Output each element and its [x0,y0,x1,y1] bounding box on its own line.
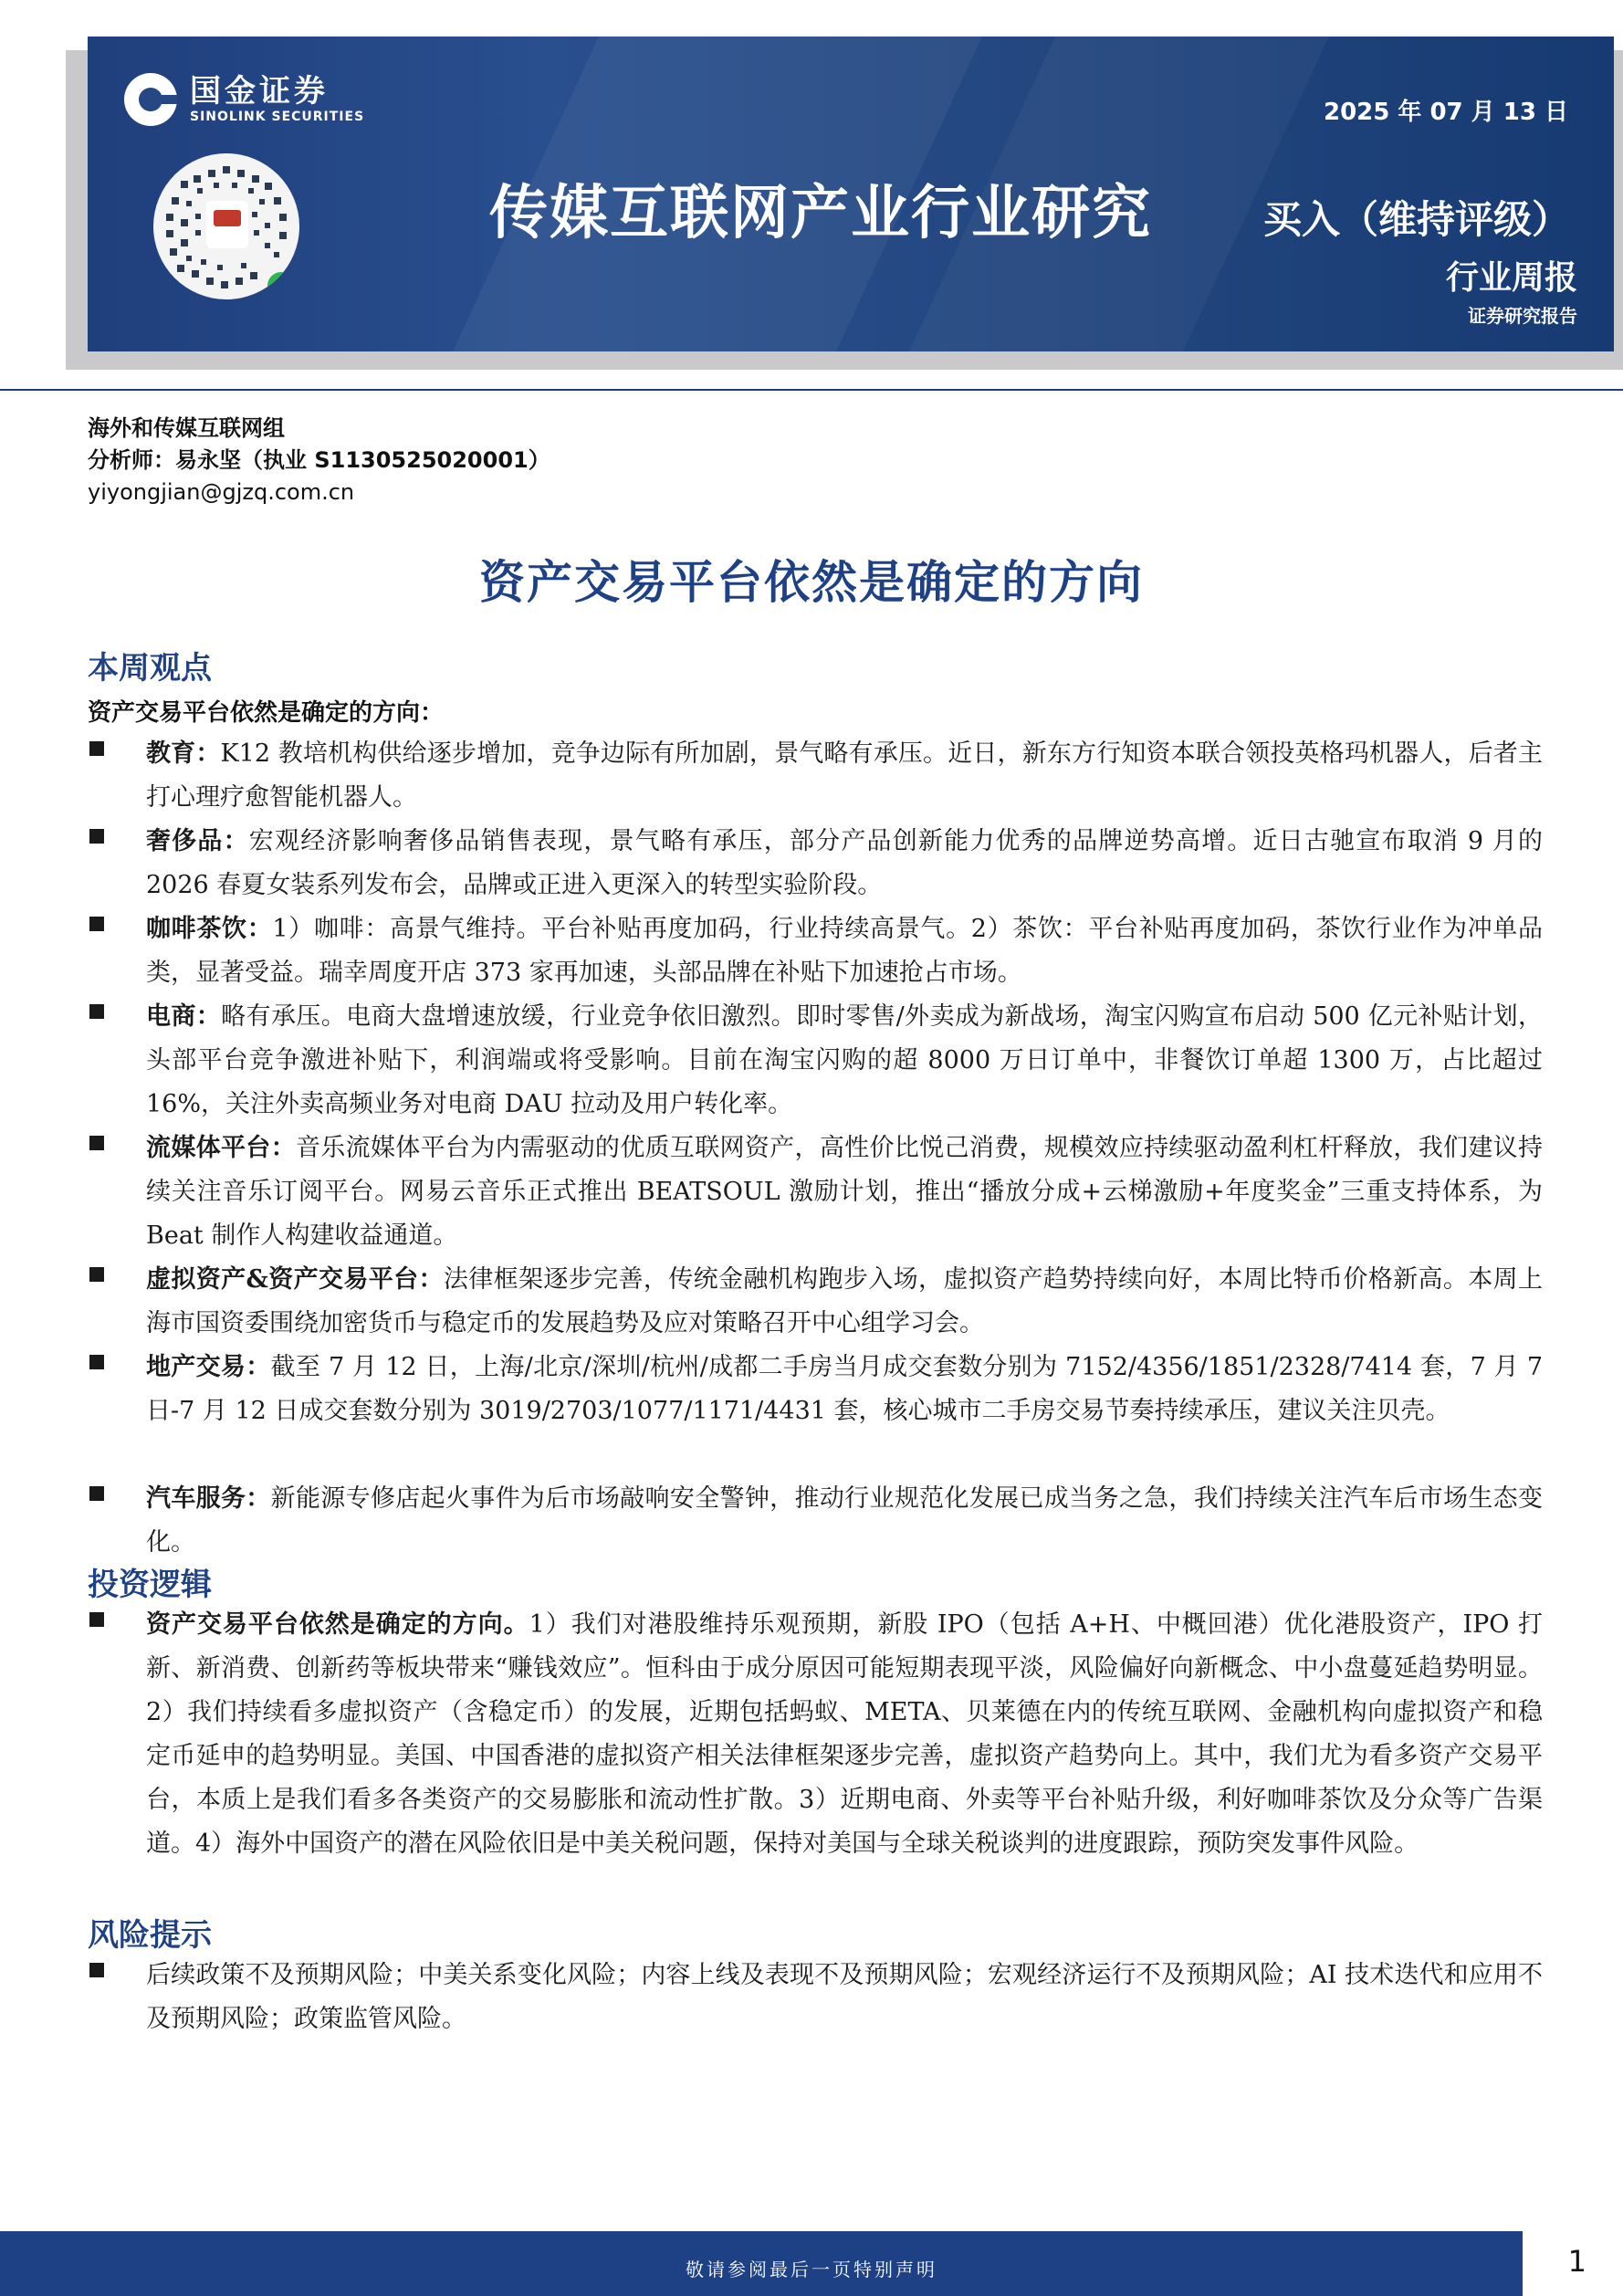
section-heading-investment-logic: 投资逻辑 [88,1567,212,1603]
header-banner [88,37,1614,351]
weekly-view-subhead: 资产交易平台依然是确定的方向： [88,699,445,727]
industry-title: 传媒互联网产业行业研究 [489,180,1152,247]
brand-name-en: SINOLINK SECURITIES [190,110,365,124]
item-text: 略有承压。电商大盘增速放缓，行业竞争依旧激烈。即时零售/外卖成为新战场，淘宝闪购宣布启动 500 亿元补贴计划，头部平台竞争激进补贴下，利润端或将受影响。目前在淘宝闪购的超 8000 万日订单中，非餐饮订单超 1300 万，占比超过 16%，关注外卖高频业务对电商 DAU 拉动及用户转化率。 [146,1002,1544,1118]
bullet-square-icon [89,1486,104,1501]
mini-program-icon [267,272,295,299]
bullet-square-icon [89,1136,104,1150]
section-heading-weekly-view: 本周观点 [88,650,212,687]
document-title: 资产交易平台依然是确定的方向 [479,556,1144,609]
item-label: 教育： [146,739,221,768]
item-text: 1）我们对港股维持乐观预期，新股 IPO（包括 A+H、中概回港）优化港股资产，IPO 打新、新消费、创新药等板块带来“赚钱效应”。恒科由于成分原因可能短期表现平淡，风险偏好向新概念、中小盘蔓延趋势明显。2）我们持续看多虚拟资产（含稳定币）的发展，近期包括蚂蚁、META、贝莱德在内的传统互联网、金融机构向虚拟资产和稳定币延申的趋势明显。美国、中国香港的虚拟资产相关法律框架逐步完善，虚拟资产趋势向上。其中，我们尤为看多资产交易平台，本质上是我们看多各类资产的交易膨胀和流动性扩散。3）近期电商、外卖等平台补贴升级，利好咖啡茶饮及分众等广告渠道。4）海外中国资产的潜在风险依旧是中美关税问题，保持对美国与全球关税谈判的进度跟踪，预防突发事件风险。 [146,1610,1544,1858]
bullet-square-icon [89,1267,104,1282]
brand-name-cn: 国金证券 [190,73,329,110]
bullet-square-icon [89,829,104,844]
footer-disclaimer: 敬请参阅最后一页特别声明 [686,2259,937,2280]
item-text: 后续政策不及预期风险；中美关系变化风险；内容上线及表现不及预期风险；宏观经济运行不及预期风险；AI 技术迭代和应用不及预期风险；政策监管风险。 [146,1961,1543,2033]
analyst-email: yiyongjian@gjzq.com.cn [88,479,355,505]
analyst-info [88,413,550,508]
item-text: 1）咖啡：高景气维持。平台补贴再度加码，行业持续高景气。2）茶饮：平台补贴再度加码，茶饮行业作为冲单品类，显著受益。瑞幸周度开店 373 家再加速，头部品牌在补贴下加速抢占市场。 [146,915,1543,987]
header-divider [0,389,1623,391]
item-text: K12 教培机构供给逐步增加，竞争边际有所加剧，景气略有承压。近日，新东方行知资本联合领投英格玛机器人，后者主打心理疗愈智能机器人。 [146,739,1544,812]
item-label: 咖啡茶饮： [146,915,273,943]
item-label: 电商： [146,1002,222,1031]
item-label: 流媒体平台： [146,1134,296,1162]
item-text: 法律框架逐步完善，传统金融机构跑步入场，虚拟资产趋势持续向好，本周比特币价格新高。本周上海市国资委围绕加密货币与稳定币的发展趋势及应对策略召开中心组学习会。 [146,1265,1543,1337]
brand-logo [124,73,364,126]
page-number: 1 [1567,2244,1586,2279]
qr-code-icon [153,153,299,299]
item-label: 虚拟资产&资产交易平台： [146,1265,444,1294]
item-text: 截至 7 月 12 日，上海/北京/深圳/杭州/成都二手房当月成交套数分别为 7152/4356/1851/2328/7414 套，7 月 7 日-7 月 12 日成交套数分别为 3019/2703/1077/1171/4431 套，核心城市二手房交易节奏持续承压，建议关注贝壳。 [146,1353,1544,1425]
item-text: 音乐流媒体平台为内需驱动的优质互联网资产，高性价比悦己消费，规模效应持续驱动盈利杠杆释放，我们建议持续关注音乐订阅平台。网易云音乐正式推出 BEATSOUL 激励计划，推出“播放分成+云梯激励+年度奖金”三重支持体系，为 Beat 制作人构建收益通道。 [146,1134,1544,1250]
item-label: 奢侈品： [146,827,249,855]
report-category: 证券研究报告 [1468,305,1577,327]
section-heading-risk: 风险提示 [88,1917,212,1954]
rating-label: 买入（维持评级） [1262,197,1570,242]
bullet-square-icon [89,1355,104,1369]
item-label: 资产交易平台依然是确定的方向。 [146,1610,529,1639]
research-group: 海外和传媒互联网组 [88,415,285,441]
bullet-square-icon [89,741,104,756]
bullet-square-icon [89,917,104,931]
logo-icon [124,73,177,126]
report-date: 2025 年 07 月 13 日 [1324,99,1568,126]
analyst-name: 分析师：易永坚（执业 S1130525020001） [88,447,550,473]
report-type: 行业周报 [1445,259,1577,297]
item-label: 汽车服务： [146,1484,271,1513]
bullet-square-icon [89,1612,104,1627]
bullet-square-icon [89,1004,104,1019]
item-text: 新能源专修店起火事件为后市场敲响安全警钟，推动行业规范化发展已成当务之急，我们持续关注汽车后市场生态变化。 [146,1484,1544,1557]
item-label: 地产交易： [146,1353,271,1381]
item-text: 宏观经济影响奢侈品销售表现，景气略有承压，部分产品创新能力优秀的品牌逆势高增。近日古驰宣布取消 9 月的 2026 春夏女装系列发布会，品牌或正进入更深入的转型实验阶段。 [146,827,1544,899]
bullet-square-icon [89,1963,104,1977]
